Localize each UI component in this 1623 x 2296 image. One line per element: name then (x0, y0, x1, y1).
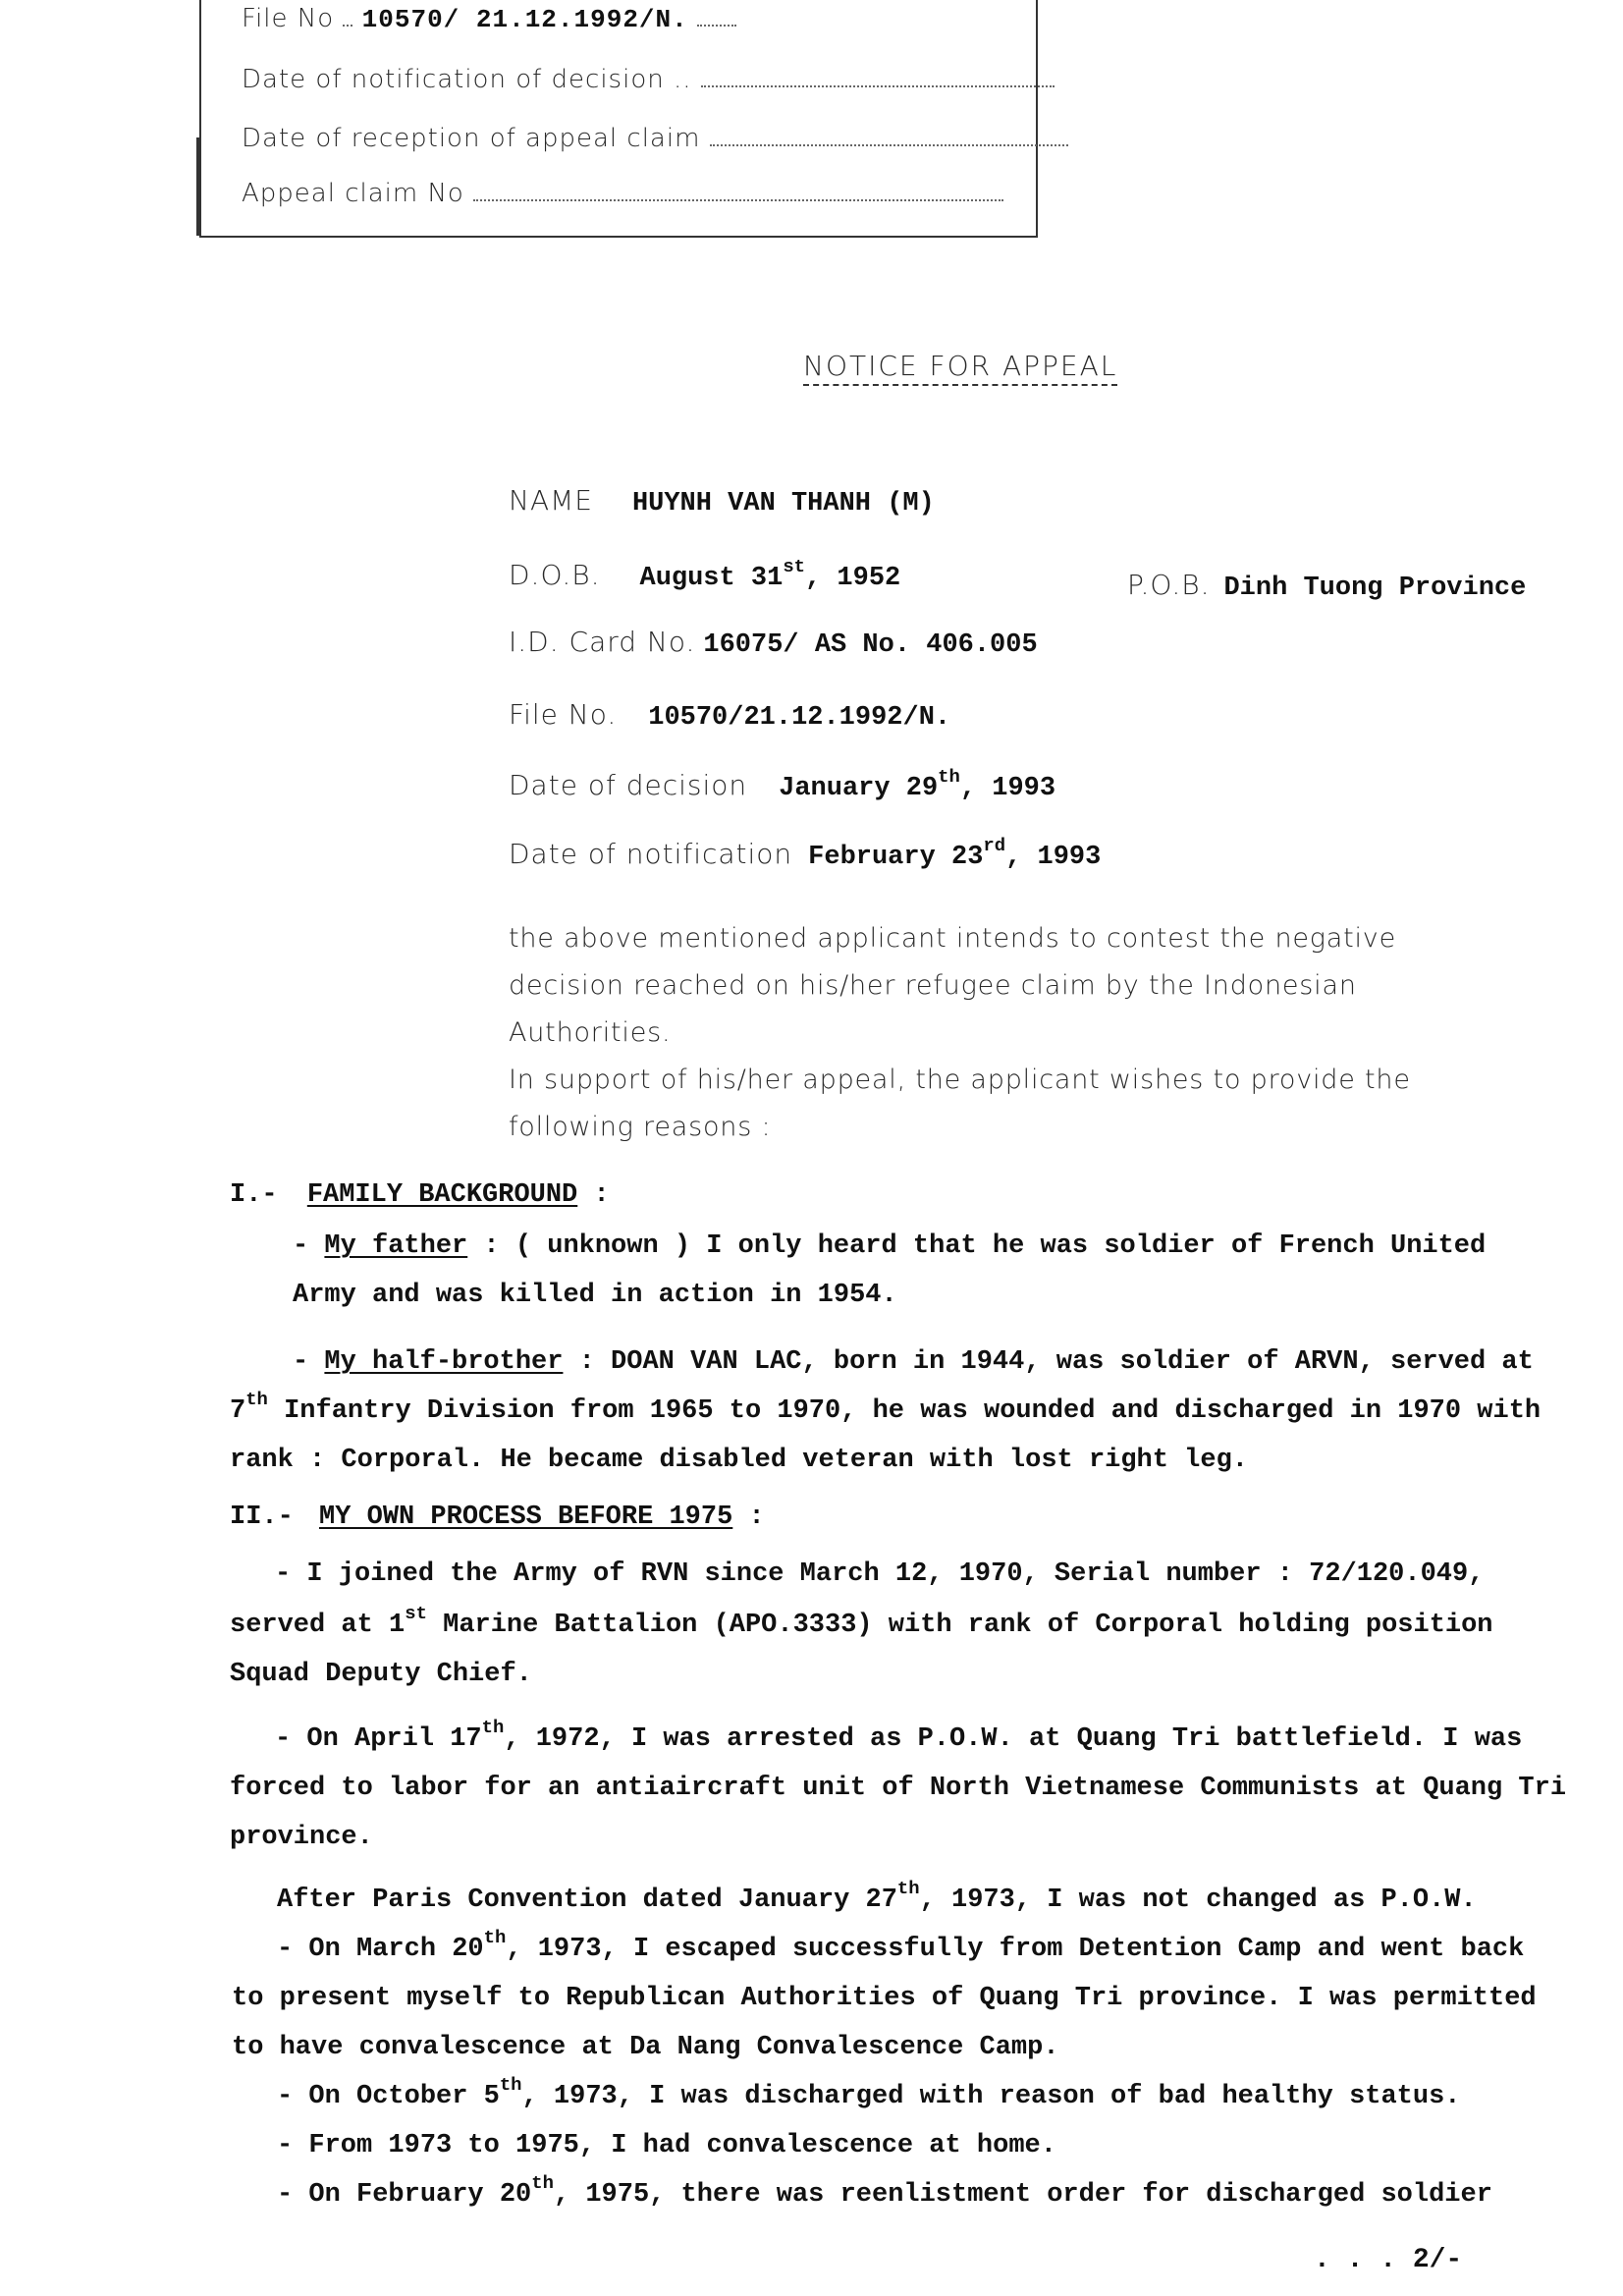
date-reception-label: Date of reception of appeal claim (242, 124, 701, 153)
paragraph-line: After Paris Convention dated January 27th, 1973, I was not changed as P.O.W. (277, 1878, 1477, 1915)
id-label: I.D. Card No. (509, 626, 696, 658)
brother-paragraph-cont: rank : Corporal. He became disabled veteran with lost right leg. (230, 1446, 1248, 1475)
pob-label: P.O.B. (1127, 569, 1211, 601)
paragraph-line: - On February 20th, 1975, there was reenlistment order for discharged soldier (277, 2172, 1492, 2210)
notification-value: February 23rd, 1993 (808, 835, 1102, 872)
father-paragraph: - My father : ( unknown ) I only heard that he was soldier of French United (293, 1231, 1487, 1261)
paragraph-line: - On April 17th, 1972, I was arrested as P.O.W. at Quang Tri battlefield. I was (275, 1717, 1523, 1754)
paragraph-line: Squad Deputy Chief. (230, 1660, 532, 1689)
dob-value: August 31st, 1952 (639, 556, 901, 593)
appeal-claim-label: Appeal claim No (242, 179, 464, 208)
file-label: File No. (509, 698, 618, 731)
paragraph-line: - On October 5th, 1973, I was discharged with reason of bad healthy status. (277, 2074, 1461, 2111)
statement-line: the above mentioned applicant intends to contest the negative (509, 923, 1396, 954)
brother-paragraph: - My half-brother : DOAN VAN LAC, born in 1944, was soldier of ARVN, served at (293, 1347, 1534, 1377)
id-value: 16075/ AS No. 406.005 (703, 630, 1038, 660)
decision-label: Date of decision (509, 769, 748, 801)
statement-line: Authorities. (509, 1017, 672, 1048)
file-value: 10570/21.12.1992/N. (648, 703, 951, 733)
file-no-value: 10570/ 21.12.1992/N. (361, 5, 688, 34)
notification-label: Date of notification (509, 838, 793, 870)
section-heading: II.- MY OWN PROCESS BEFORE 1975 : (230, 1503, 765, 1532)
page-title: NOTICE FOR APPEAL (803, 350, 1117, 386)
date-notification-label: Date of notification of decision .. (242, 65, 692, 94)
paragraph-line: to present myself to Republican Authorities of Quang Tri province. I was permitted (232, 1984, 1537, 2013)
dob-label: D.O.B. (509, 559, 601, 591)
statement-line: decision reached on his/her refugee claim by the Indonesian (509, 970, 1357, 1001)
name-value: HUYNH VAN THANH (M) (631, 489, 935, 519)
section-heading: I.- FAMILY BACKGROUND : (230, 1180, 610, 1210)
name-label: NAME (509, 484, 593, 517)
paragraph-line: served at 1st Marine Battalion (APO.3333) with rank of Corporal holding position (230, 1603, 1493, 1640)
paragraph-line: forced to labor for an antiaircraft unit of North Vietnamese Communists at Quang Tri (230, 1774, 1567, 1803)
paragraph-line: - On March 20th, 1973, I escaped successfully from Detention Camp and went back (277, 1927, 1525, 1964)
paragraph-line: to have convalescence at Da Nang Convalescence Camp. (232, 2033, 1059, 2062)
paragraph-line: province. (230, 1823, 373, 1852)
brother-paragraph-cont: 7th Infantry Division from 1965 to 1970, he was wounded and discharged in 1970 with (230, 1389, 1542, 1426)
father-paragraph-cont: Army and was killed in action in 1954. (293, 1281, 897, 1310)
file-no-label: File No (242, 4, 335, 33)
decision-value: January 29th, 1993 (779, 766, 1056, 803)
pob-value: Dinh Tuong Province (1223, 574, 1527, 603)
statement-line: In support of his/her appeal, the applicant wishes to provide the (509, 1065, 1411, 1095)
paragraph-line: - From 1973 to 1975, I had convalescence at home. (277, 2131, 1056, 2160)
paragraph-line: - I joined the Army of RVN since March 12, 1970, Serial number : 72/120.049, (275, 1559, 1485, 1589)
statement-line: following reasons : (509, 1112, 772, 1142)
page-continuation-marker: . . . 2/- (1314, 2245, 1463, 2275)
